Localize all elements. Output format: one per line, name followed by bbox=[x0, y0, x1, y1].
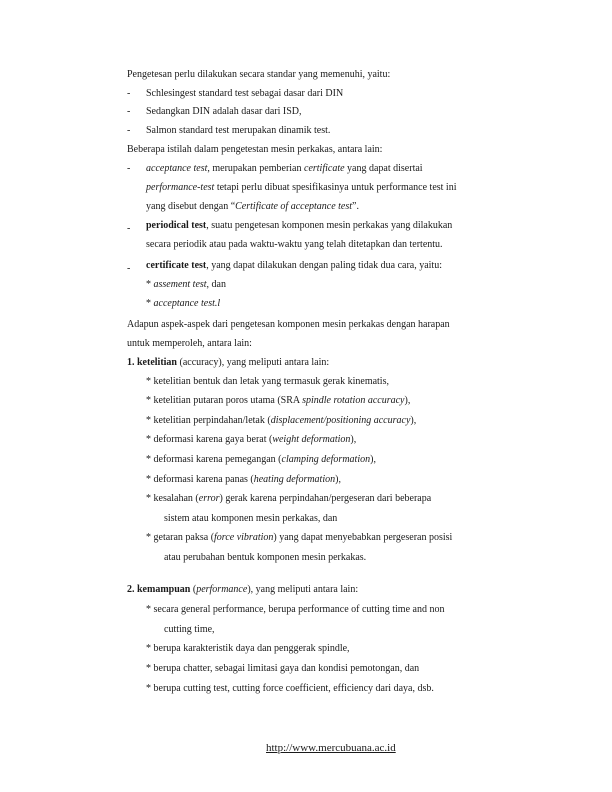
aspects-intro-1: Adapun aspek-aspek dari pengetesan komponen mesin perkakas dengan harapan bbox=[127, 319, 450, 330]
item-a: * deformasi karena gaya berat ( bbox=[146, 434, 273, 445]
standard-item-dash: - bbox=[127, 88, 131, 99]
term-acceptance-line-3-c: ”. bbox=[352, 201, 359, 212]
section-1-item bbox=[146, 454, 376, 466]
section-2-title: 2. kemampuan bbox=[127, 584, 191, 595]
standard-item-dash: - bbox=[127, 125, 131, 136]
section-2-italic: performance bbox=[196, 584, 248, 595]
section-2-item-cont: cutting time, bbox=[164, 624, 215, 635]
item-a: * getaran paksa ( bbox=[146, 532, 215, 543]
term-periodical-line-2: secara periodik atau pada waktu-waktu yang telah ditetapkan dan tertentu. bbox=[146, 239, 443, 250]
section-2-heading bbox=[127, 584, 358, 596]
term-acceptance-label: acceptance test bbox=[146, 163, 208, 174]
section-2-item: * berupa chatter, sebagai limitasi gaya dan kondisi pemotongan, dan bbox=[146, 663, 420, 674]
term-acceptance-line-3-a: yang disebut dengan “ bbox=[146, 201, 236, 212]
section-1-item bbox=[146, 415, 416, 427]
terms-intro: Beberapa istilah dalam pengetestan mesin perkakas, antara lain: bbox=[127, 144, 383, 155]
item-italic: clamping deformation bbox=[281, 454, 371, 465]
section-1-item bbox=[146, 474, 341, 486]
item-italic: spindle rotation accuracy bbox=[302, 395, 405, 406]
item-a: * kesalahan ( bbox=[146, 493, 199, 504]
term-acceptance-line-1 bbox=[146, 163, 423, 175]
section-1-item bbox=[146, 493, 431, 505]
section-1-item-cont: sistem atau komponen mesin perkakas, dan bbox=[164, 513, 338, 524]
term-acceptance-line-2-text: tetapi perlu dibuat spesifikasinya untuk performance test ini bbox=[214, 182, 457, 193]
sub-assement-rest: , dan bbox=[206, 279, 226, 290]
section-1-item: * ketelitian bentuk dan letak yang termasuk gerak kinematis, bbox=[146, 376, 389, 387]
term-acceptance-performance: performance-test bbox=[146, 182, 215, 193]
section-1-title: 1. ketelitian bbox=[127, 357, 177, 368]
item-italic: displacement/positioning accuracy bbox=[270, 415, 411, 426]
section-2-rest: ), yang meliputi antara lain: bbox=[247, 584, 359, 595]
term-dash: - bbox=[127, 163, 131, 174]
section-2-item: * berupa karakteristik daya dan penggerak spindle, bbox=[146, 643, 350, 654]
item-a: * ketelitian putaran poros utama (SRA bbox=[146, 395, 303, 406]
section-2-item: * secara general performance, berupa performance of cutting time and non bbox=[146, 604, 445, 615]
term-acceptance-certificate: certificate bbox=[304, 163, 345, 174]
term-dash: - bbox=[127, 263, 131, 274]
standard-item: Sedangkan DIN adalah dasar dari ISD, bbox=[146, 106, 302, 117]
sub-acceptance: acceptance test.l bbox=[153, 298, 221, 309]
item-italic: force vibration bbox=[214, 532, 274, 543]
aspects-intro-2: untuk memperoleh, antara lain: bbox=[127, 338, 252, 349]
term-acceptance-text: , merupakan pemberian bbox=[207, 163, 304, 174]
item-c: ), bbox=[410, 415, 417, 426]
term-acceptance-line-2 bbox=[146, 182, 456, 194]
section-1-item bbox=[146, 434, 356, 446]
item-c: ) yang dapat menyebabkan pergeseran posisi bbox=[273, 532, 453, 543]
section-2-item: * berupa cutting test, cutting force coefficient, efficiency dari daya, dsb. bbox=[146, 683, 434, 694]
section-1-item bbox=[146, 395, 410, 407]
sub-star: * bbox=[146, 279, 154, 290]
intro-text: Pengetesan perlu dilakukan secara standar yang memenuhi, yaitu: bbox=[127, 69, 391, 80]
section-1-paren: (accuracy) bbox=[177, 357, 222, 368]
item-c: ), bbox=[404, 395, 411, 406]
item-c: ), bbox=[370, 454, 376, 465]
term-periodical-label: periodical test bbox=[146, 220, 207, 231]
footer-website-link[interactable]: http://www.mercubuana.ac.id bbox=[266, 742, 396, 754]
item-a: * deformasi karena panas ( bbox=[146, 474, 254, 485]
term-periodical-text: , suatu pengetesan komponen mesin perkakas yang dilakukan bbox=[206, 220, 453, 231]
item-italic: heating deformation bbox=[253, 474, 336, 485]
item-c: ), bbox=[350, 434, 357, 445]
standard-item: Schlesingest standard test sebagai dasar dari DIN bbox=[146, 88, 344, 99]
item-a: * deformasi karena pemegangan ( bbox=[146, 454, 282, 465]
section-1-item bbox=[146, 532, 452, 544]
term-acceptance-line-3 bbox=[146, 201, 359, 213]
term-certificate-label: certificate test bbox=[146, 260, 207, 271]
section-1-item-cont: atau perubahan bentuk komponen mesin perkakas. bbox=[164, 552, 367, 563]
term-certificate-line-1 bbox=[146, 260, 442, 272]
item-italic: weight deformation bbox=[272, 434, 351, 445]
section-1-rest: , yang meliputi antara lain: bbox=[221, 357, 330, 368]
sub-assement: assement test bbox=[153, 279, 207, 290]
standard-item-dash: - bbox=[127, 106, 131, 117]
item-c: ) gerak karena perpindahan/pergeseran dari beberapa bbox=[219, 493, 432, 504]
term-dash: - bbox=[127, 223, 131, 234]
item-c: ), bbox=[335, 474, 341, 485]
standard-item: Salmon standard test merupakan dinamik test. bbox=[146, 125, 331, 136]
sub-star: * bbox=[146, 298, 154, 309]
term-certificate-sub-2 bbox=[146, 298, 220, 310]
item-italic: error bbox=[198, 493, 220, 504]
section-1-heading bbox=[127, 357, 329, 369]
section-2-paren-open: ( bbox=[190, 584, 197, 595]
term-acceptance-line-3-italic: Certificate of acceptance test bbox=[235, 201, 353, 212]
term-certificate-text: , yang dapat dilakukan dengan paling tidak dua cara, yaitu: bbox=[206, 260, 442, 271]
term-certificate-sub-1 bbox=[146, 279, 226, 291]
item-a: * ketelitian perpindahan/letak ( bbox=[146, 415, 271, 426]
term-periodical-line-1 bbox=[146, 220, 452, 232]
term-acceptance-text-end: yang dapat disertai bbox=[344, 163, 423, 174]
